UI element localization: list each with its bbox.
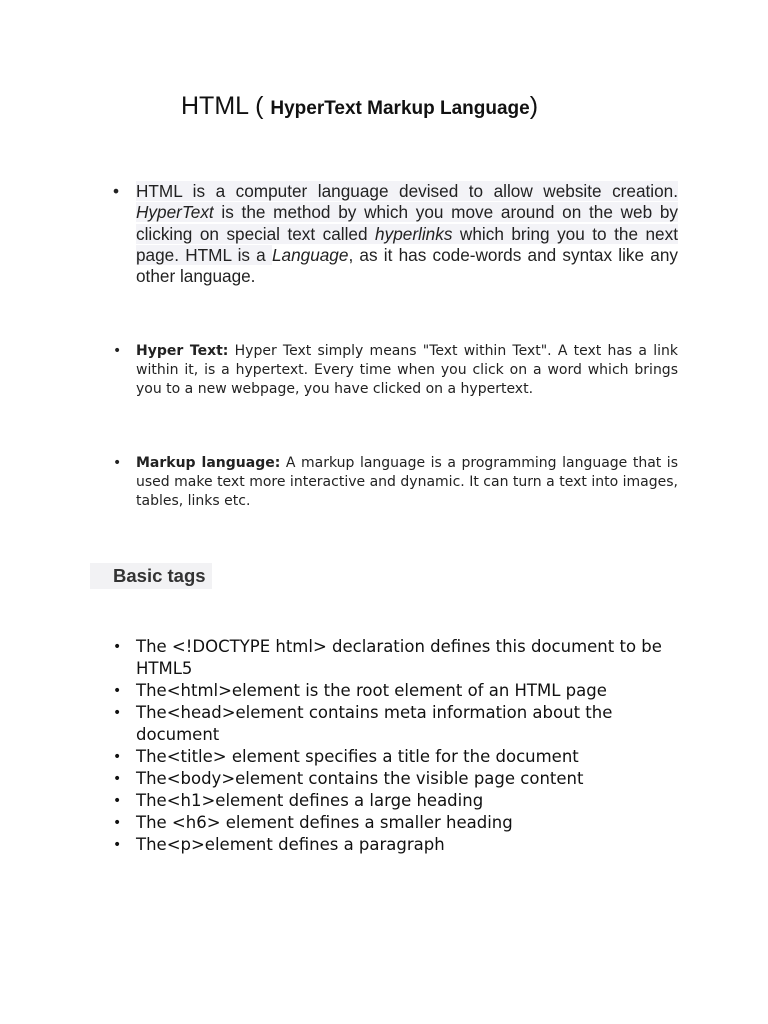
bullet-marker: • (113, 639, 122, 655)
list-item-text: The<html>element is the root element of an HTML page (136, 681, 607, 700)
intro-emphasis-hyperlinks: hyperlinks (375, 223, 453, 244)
bullet-marker: • (113, 837, 122, 853)
bullet-marker: • (113, 683, 122, 699)
title-main: HTML ( (181, 92, 264, 120)
intro-emphasis-language: Language (271, 244, 349, 265)
list-item (113, 834, 686, 856)
intro-paragraph (113, 181, 678, 287)
bullet-marker: • (113, 793, 122, 809)
bullet-marker: • (113, 455, 122, 471)
list-item-text: The<p>element defines a paragraph (136, 835, 445, 854)
intro-emphasis-hypertext: HyperText (136, 202, 214, 223)
list-item-text: The<head>element contains meta information about the document (136, 703, 613, 744)
list-item-text: The<title> element specifies a title for the document (136, 747, 579, 766)
bullet-marker: • (113, 181, 120, 201)
intro-text-4: , as it has code-words and syntax like any other language. (136, 244, 678, 287)
list-item (113, 746, 686, 768)
bullet-marker: • (113, 749, 122, 765)
title-close: ) (529, 92, 539, 120)
definition-text: Hyper Text simply means "Text within Text". A text has a link within it, is a hypertext. Every time when you click on a word which brings you to a new webpage, you have clicked on a hypertext. (136, 343, 678, 397)
list-item-text: The <!DOCTYPE html> declaration defines this document to be HTML5 (136, 637, 662, 678)
bullet-marker: • (113, 705, 122, 721)
title-subtitle: HyperText Markup Language (270, 98, 530, 119)
intro-text-2: is the method by which you move around on the web by clicking on special text called (136, 202, 678, 244)
intro-text-3: which bring you to the next page. HTML is a (136, 223, 678, 265)
list-item (113, 812, 686, 834)
list-item (113, 790, 686, 812)
bullet-marker: • (113, 771, 122, 787)
list-item-text: The <h6> element defines a smaller heading (136, 813, 513, 832)
list-item-text: The<h1>element defines a large heading (136, 791, 484, 810)
list-item-text: The<body>element contains the visible page content (136, 769, 584, 788)
basic-tags-list (113, 636, 686, 856)
list-item (113, 702, 686, 746)
definition-text: A markup language is a programming language that is used make text more interactive and dynamic. It can turn a text into images, tables, links etc. (136, 455, 678, 509)
intro-text-1: HTML is a computer language devised to allow website creation. (136, 181, 678, 201)
list-item (113, 680, 686, 702)
definition-hypertext (113, 342, 678, 399)
list-item (113, 636, 686, 680)
list-item (113, 768, 686, 790)
definition-term: Markup language: (136, 455, 281, 471)
definition-term: Hyper Text: (136, 343, 229, 359)
section-heading-basic-tags: Basic tags (90, 563, 212, 589)
bullet-marker: • (113, 343, 122, 359)
page-title (181, 92, 538, 121)
definition-markup-language (113, 454, 678, 511)
bullet-marker: • (113, 815, 122, 831)
